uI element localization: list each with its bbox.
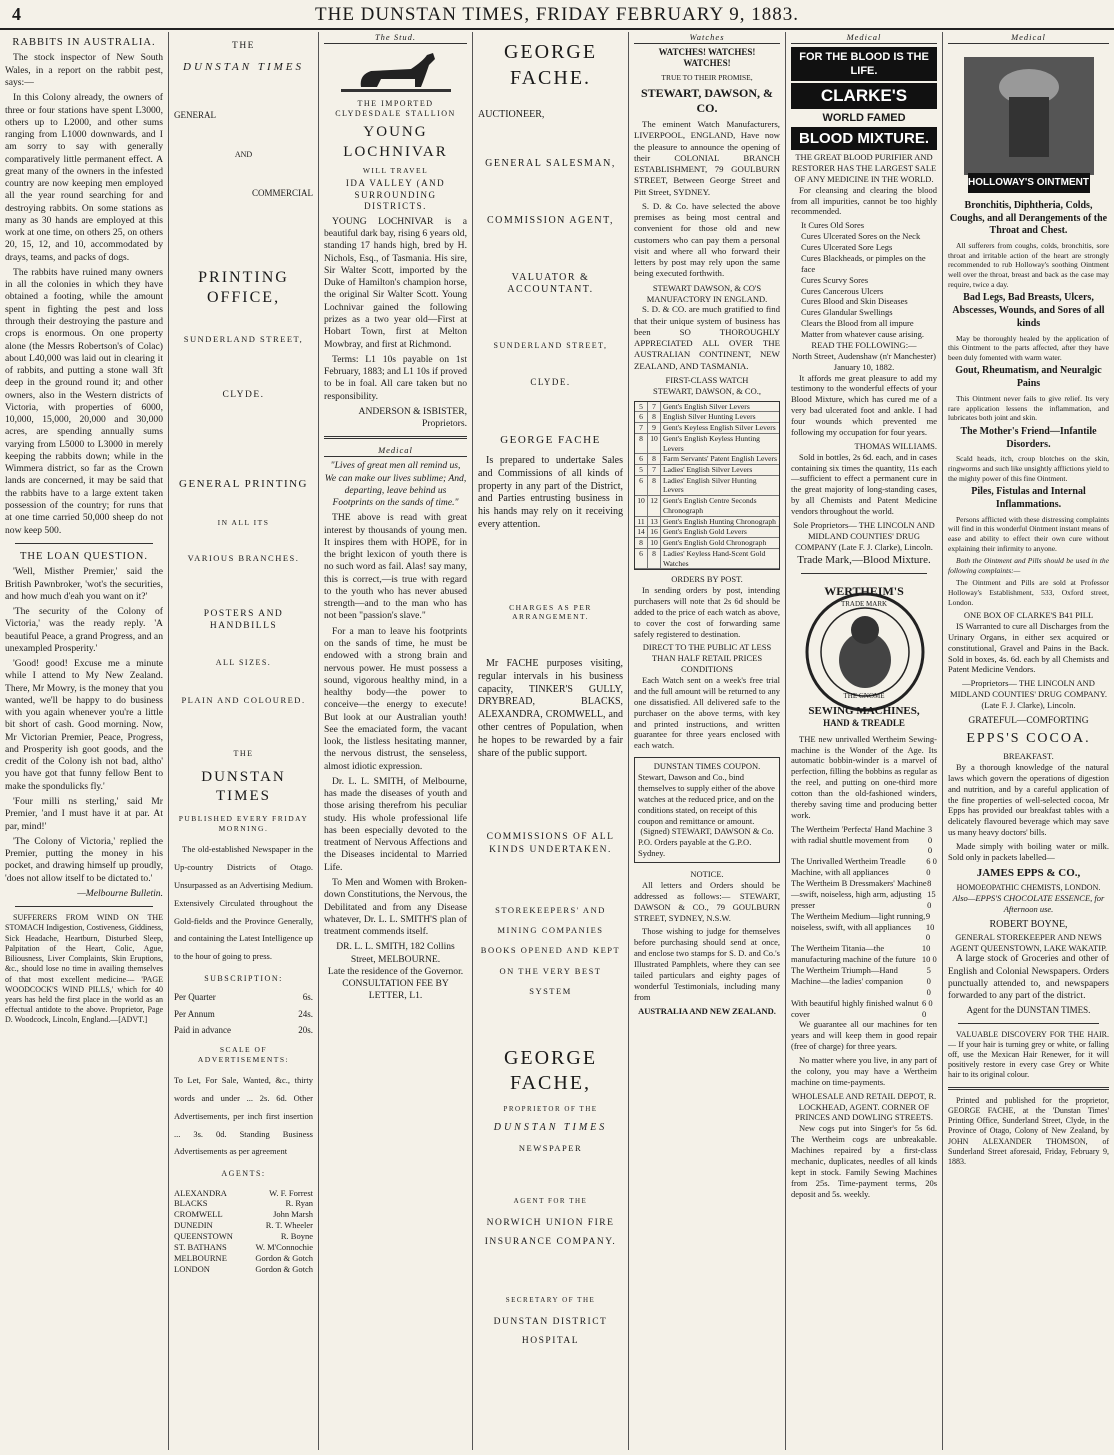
article-text: All sufferers from coughs, colds, bronchitis, sore throat and irritable action of the heart are strongly recommended to rub Holloway's soothing Ointment well over the throat, breast and back as the case may require, twice a day. — [948, 241, 1109, 289]
table-row: 5 7 Ladies' English Silver Levers — [635, 465, 779, 476]
ad-text: PROPRIETOR OF THE — [503, 1104, 598, 1113]
price-table — [634, 401, 780, 571]
column-clarke-wertheim — [785, 32, 942, 1450]
column-rabbits-loan — [0, 32, 168, 1450]
list-item: Clears the Blood from all impure Matter from whatever cause arising. — [801, 318, 924, 340]
subscription-row: Per Annum 24s. — [174, 1008, 313, 1019]
headline-rabbits: RABBITS IN AUSTRALIA. — [12, 37, 156, 48]
article-text: 'The Colony of Victoria,' replied the Premier, putting the money in his pocket, and drawing himself up proudly, 'does not allow itself to be dictated to.' — [5, 835, 163, 884]
article-text: For a man to leave his footprints on the sands of time, he must be endowed with a strong brain and nervous power. He must possess a sound, vigorous healthy mind, in a healthy body—the power to conceive—the energy to execute! But look at our Australian youth! See the emaciated form, the vacant look, the listless hesitating manner, the nervous distrust, the senseless, almost idiotic expression. — [324, 625, 467, 772]
list-item: The Wertheim Titania—the manufacturing machine of the future 10 10 0 — [791, 943, 937, 965]
ad-text: North Street, Audenshaw (n'r Manchester) January 10, 1882. — [792, 350, 936, 372]
list-item: The Wertheim 'Perfecta' Hand Machine with radial shuttle movement from 3 0 0 — [791, 823, 933, 856]
list-item: The Wertheim B Dressmakers' Machine—swift, noiseless, high arm, adjusting presser 8 15 0 — [791, 878, 936, 910]
firm-name: STEWART, DAWSON, & CO. — [640, 85, 774, 115]
ad-banner: FOR THE BLOOD IS THE LIFE. — [791, 47, 937, 81]
article-text: We guarantee all our machines for ten years and will keep them in good repair (free of charge) for three years. — [791, 1019, 937, 1052]
ad-text: FIRST-CLASS WATCH — [665, 374, 749, 385]
ad-text: SECRETARY OF THE — [505, 1296, 596, 1305]
ad-text: ORDERS BY POST. — [671, 574, 743, 585]
ad-text: WORLD FAMED — [822, 111, 906, 124]
testimonial: It affords me great pleasure to add my testimony to the wonderful effects of your Blood Mixture, which has cured me of a very bad ulcerated foot and ankle. I had four wounds which prevented me following my occupation for four years. — [791, 372, 937, 437]
section-label: Medical — [324, 445, 467, 457]
ad-text: STEWART, DAWSON, & CO., — [653, 385, 761, 396]
section-label: Medical — [791, 32, 937, 44]
headline: Piles, Fistulas and Internal Inflammations. — [971, 486, 1086, 510]
ad-text: GENERAL PRINTING — [179, 478, 308, 491]
paper-name: DUNSTAN TIMES — [183, 61, 304, 74]
ad-text: VALUATOR & ACCOUNTANT. — [507, 271, 594, 296]
logo-text: SEWING MACHINES, — [808, 704, 920, 717]
ad-text: NORWICH UNION FIRE INSURANCE COMPANY. — [484, 1218, 617, 1248]
article-text: In sending orders by post, intending purchasers will note that 2s 6d should be added to the price of each watch as above, to cover the cost of forwarding same safely registered to destination. — [634, 585, 780, 639]
ad-text: CLYDE. — [222, 390, 265, 401]
ad-text: THE — [232, 41, 255, 51]
ad-text: NOTICE. — [690, 869, 724, 880]
ad-text: POSTERS AND HANDBILLS — [203, 609, 284, 632]
headline: Bad Legs, Bad Breasts, Ulcers, Abscesses, Wounds, and Sores of all kinds — [952, 292, 1105, 329]
article-text: S. D. & Co. have selected the above premises as being most central and convenient for those old and new customers who can pay them a personal visit and where all who forward their letters by post may rely upon the same being executed forthwith. — [634, 200, 780, 279]
advertiser-name: GEORGE FACHE, — [503, 1046, 598, 1095]
ad-text: READ THE FOLLOWING:— — [811, 339, 917, 350]
list-item: Cures Blood and Skin Diseases — [801, 296, 908, 307]
table-row: 6 8 Farm Servants' Patent English Levers — [635, 454, 779, 465]
ad-text: CHARGES AS PER ARRANGEMENT. — [509, 602, 592, 622]
agent-row: DUNEDIN R. T. Wheeler — [174, 1220, 313, 1231]
ad-text: IN ALL ITS — [217, 517, 270, 527]
ad-text: WHOLESALE AND RETAIL DEPOT, R. LOCKHEAD, AGENT. CORNER OF PRINCES AND DOWLING STREETS. — [791, 1090, 937, 1123]
article-text: By a thorough knowledge of the natural laws which govern the operations of digestion and nutrition, and by a careful application of the fine properties of well-selected cocoa, Mr Epps has provided our breakfast tables with a delicately flavoured beverage which may save us many heavy doctors' bills. — [948, 761, 1109, 838]
horse-illustration — [341, 47, 451, 95]
headline: Gout, Rheumatism, and Neuralgic Pains — [955, 365, 1102, 390]
subscription-row: Paid in advance 20s. — [174, 1025, 313, 1036]
table-row: 8 10 Gent's English Gold Chronograph — [635, 538, 779, 549]
list-item: The Wertheim Medium—light running, noiseless, swift, with all appliances 9 10 0 — [791, 910, 935, 943]
ad-text: IDA VALLEY (AND SURROUNDING DISTRICTS. — [345, 178, 446, 212]
article-text: In this Colony already, the owners of three or four stations have spent L3000, others up to L2000, and other sums ranging from L1000 downwards, and I am sorry to say with generally comparatively little permanent effect. A great many of the owners in the infested country are now keeping men employed all the year round searching for and destroying rabbits. On some stations as many as 30 hands are employed at this work at one time, on others 25, on others 20, 15, 12, and 10, accommodated by drays, teams, and packs of dogs. — [5, 92, 163, 263]
list-item: It Cures Old Sores — [801, 220, 865, 231]
coupon-text: Stewart, Dawson and Co., bind themselves to supply either of the above watches at the reduced price, and on the conditions stated, on receipt of this coupon and remittance or amount. — [638, 772, 775, 826]
ad-text: Late the residence of the Governor. — [327, 965, 464, 977]
ad-text: AUSTRALIA AND NEW ZEALAND. — [638, 1005, 776, 1016]
table-row: 5 7 Gent's English Silver Levers — [635, 402, 779, 413]
list-item: Cures Glandular Swellings — [801, 307, 893, 318]
signature: ANDERSON & ISBISTER, Proprietors. — [358, 405, 467, 430]
ad-text: HOMOEOPATHIC CHEMISTS, LONDON. — [956, 882, 1101, 892]
ad-text: GENERAL — [174, 110, 216, 121]
brand-name: CLARKE'S — [791, 83, 937, 109]
article-text: 'Good! good! Excuse me a minute while I attend to My New Zealand. There, Mr Mowry, is the money that you wanted, we'll be happy to do business with you again whenever you're a little bit short of cash. Good morning. Now, Mr Victorian Premier, Peace, Progress, and Prosperity ish goot goods, and the credit of the Colony ish not bad, altho' you have got that funny fellow Bent to make the spondulicks fly.' — [5, 658, 163, 792]
article-text: Persons afflicted with these distressing complaints will find in this wonderful Ointment instant means of ease and ability to effect their own cure without explaining their infirmity to anyone. — [948, 514, 1109, 553]
column-fache — [472, 32, 628, 1450]
ad-text: The old-established Newspaper in the Up-country Districts of Otago. Unsurpassed as an Advertising Medium. Extensively Circulated throughout the Gold-fields and the Province Generally, and containing the Latest Intelligence up to the hour of going to press. — [174, 844, 313, 962]
ad-text: AGENT FOR THE — [513, 1197, 588, 1206]
headline: Bronchitis, Diphtheria, Colds, Coughs, and all Derangements of the Throat and Chest. — [949, 199, 1108, 237]
ad-text: SUNDERLAND STREET, — [493, 341, 608, 351]
address: DR. L. L. SMITH, 182 Collins Street, MELBOURNE. — [336, 941, 455, 965]
article-text: 'Well, Misther Premier,' said the British Pawnbroker, 'wot's the securities, and how much d'eah you want on it?' — [5, 566, 163, 602]
advertiser-name: GEORGE FACHE. — [503, 41, 598, 89]
headline: WATCHES! WATCHES! WATCHES! — [658, 46, 756, 69]
ad-rates: To Let, For Sale, Wanted, &c., thirty words and under ... 2s. 6d. Other Advertisements, per inch first insertion ... 3s. 0d. Standing Business Advertisements as per agreement — [174, 1075, 313, 1157]
ad-text: GRATEFUL—COMFORTING — [968, 715, 1089, 726]
article-text: Those wishing to judge for themselves before purchasing should send at once, and enclose two stamps for S. D. and Co.'s Illustrated Pamphlets, where they can see tailed particulars and eighty pages of wonderful Testimonials, including many from — [634, 926, 780, 1002]
column-holloway-epps — [942, 32, 1114, 1450]
ad-text: —Proprietors— THE LINCOLN AND MIDLAND COUNTIES' DRUG COMPANY. (Late F. J. Clarke), Lincoln. — [950, 678, 1107, 711]
ad-text: THE GREAT BLOOD PURIFIER AND RESTORER HAS THE LARGEST SALE OF ANY MEDICINE IN THE WORLD. — [791, 152, 937, 184]
logo-text: TRADE MARK — [840, 599, 888, 608]
list-item: Cures Ulcerated Sore Legs — [801, 242, 893, 253]
article-text: Scald heads, itch, croup blotches on the skin, ringworms and such like unsightly afflictions yield to the mighty power of this fine Ointment. — [948, 454, 1109, 483]
article-text: All letters and Orders should be addressed as follows:— STEWART, DAWSON & CO., 79 GOULBURN STREET, SYDNEY, N.S.W. — [634, 879, 780, 923]
ad-text: COMMISSIONS OF ALL KINDS UNDERTAKEN. — [486, 832, 615, 855]
table-row: 7 9 Gent's Keyless English Silver Levers — [635, 423, 779, 434]
article-source: —Melbourne Bulletin. — [77, 887, 163, 899]
agent-row: ALEXANDRA W. F. Forrest — [174, 1187, 313, 1198]
agents-list — [174, 1188, 313, 1275]
article-text: The Ointment and Pills are sold at Professor Holloway's Establishment, 533, Oxford street, London. — [948, 578, 1109, 607]
logo-text: HAND & TREADLE — [823, 717, 905, 728]
ad-text: NEWSPAPER — [518, 1142, 583, 1153]
divider — [958, 1023, 1099, 1024]
coupon-text: P.O. Orders payable at the G.P.O. Sydney. — [638, 837, 752, 859]
agents-heading: AGENTS: — [221, 1169, 266, 1179]
headline: The Mother's Friend—Infantile Disorders. — [960, 425, 1097, 450]
ad-text: ONE BOX OF CLARKE'S B41 PILL — [963, 610, 1094, 621]
list-item: The Wertheim Triumph—Hand Machine—the ladies' companion 5 0 0 — [791, 965, 931, 997]
article-text: VALUABLE DISCOVERY FOR THE HAIR.— If your hair is turning grey or white, or falling off, use the Mexican Hair Renewer, for it will positively restore in every case Grey or White hair to its original colour. — [948, 1029, 1109, 1080]
subscription-row: Per Quarter 6s. — [174, 992, 313, 1003]
product-name: EPPS'S COCOA. — [966, 731, 1091, 747]
divider — [801, 573, 927, 574]
article-text: Is prepared to undertake Sales and Commissions of all kinds of property in any part of the District, and Parties entrusting business in his hands may rely on it receiving every attention. — [478, 455, 623, 530]
ad-text: AND — [234, 149, 253, 159]
ad-text: THE — [233, 749, 254, 759]
ad-text: COMMISSION AGENT, — [487, 214, 614, 226]
ad-text: PUBLISHED EVERY FRIDAY MORNING. — [178, 814, 309, 833]
agent-row: CROMWELL John Marsh — [174, 1209, 313, 1220]
ad-text: CLYDE. — [530, 377, 571, 388]
agent-row: QUEENSTOWN R. Boyne — [174, 1231, 313, 1242]
article-text: The stock inspector of New South Wales, in a report on the rabbit pest, says:— — [5, 52, 163, 88]
advertisement: SUFFERERS FROM WIND ON THE STOMACH Indigestion, Costiveness, Giddiness, Sick Headache, Heartburn, Disturbed Sleep, Palpitation of the Heart, Colic, Ague, Biliousness, Liver Complaints, Skin Eruptions, &c., should lose no time in availing themselves of that most excellent medicine— 'PAGE WOODCOCK'S WIND PILLS,' which for 40 years has held the first place in the world as an effectual antidote to the above. Proprietor, Page D. Woodcock, Lincoln, England.—[ADVT.] — [5, 913, 163, 1025]
section-label: The Stud. — [324, 32, 467, 44]
cures-list — [791, 220, 937, 340]
machine-price-list — [791, 824, 937, 1020]
agent-row: ST. BATHANS W. M'Connochie — [174, 1241, 313, 1252]
advertiser-name: GEORGE FACHE — [500, 433, 601, 446]
section-label: Medical — [948, 32, 1109, 44]
ad-text: TRUE TO THEIR PROMISE, — [661, 72, 753, 82]
logo-text: HOLLOWAY'S OINTMENT — [968, 176, 1089, 188]
ad-text: DUNSTAN DISTRICT HOSPITAL — [493, 1317, 608, 1347]
list-item: Cures Ulcerated Sores on the Neck — [801, 231, 921, 242]
agent-row: LONDON Gordon & Gotch — [174, 1263, 313, 1274]
firm-name: JAMES EPPS & CO., — [976, 866, 1081, 879]
section-label: Watches — [634, 32, 780, 44]
paper-name: DUNSTAN TIMES — [493, 1121, 608, 1133]
ad-text: WILL TRAVEL — [362, 165, 429, 175]
article-text: The eminent Watch Manufacturers, LIVERPOOL, ENGLAND, Have now the pleasure to announce the opening of their COLONIAL BRANCH ESTABLISHMENT, 79 GOULBURN STREET, Between George Street and Pitt Street, SYDNEY. — [634, 119, 780, 197]
article-text: For cleansing and clearing the blood from all impurities, cannot be too highly recommended. — [791, 184, 937, 217]
divider — [948, 1087, 1109, 1090]
holloway-logo — [948, 47, 1109, 197]
column-watches — [628, 32, 785, 1450]
ad-text: BREAKFAST. — [1003, 751, 1054, 762]
newspaper-title: THE DUNSTAN TIMES, FRIDAY FEBRUARY 9, 1883. — [315, 4, 799, 25]
ad-text: DIRECT TO THE PUBLIC AT LESS THAN HALF RETAIL PRICES — [642, 642, 772, 664]
agent-row: BLACKS R. Ryan — [174, 1198, 313, 1209]
ad-text: PLAIN AND COLOURED. — [181, 694, 306, 705]
ad-text: SUNDERLAND STREET, — [183, 334, 304, 345]
article-text: IS Warranted to cure all Discharges from the Urinary Organs, in either sex acquired or constitutional, Gravel and Pains in the Back. Sold in boxes, 4s. 6d. each by all Chemists and Patent Medicine Vendors. — [948, 620, 1109, 675]
signature: THOMAS WILLIAMS. — [854, 440, 937, 451]
article-text: YOUNG LOCHNIVAR is a beautiful dark bay, rising 6 years old, standing 17 hands high, bred by H. Nichols, Esq., of Tasmania. His sire, Sir Walter Scott, imported by the Duke of Hamilton's champion horse, the original Sir Walter Scott. Young Lochnivar gained the following prizes as a two year old—First at Hobart Town, first at Melton Mowbray, and first at Richmond. — [324, 215, 467, 350]
article-text: 'Four milli ns sterling,' said Mr Premier, 'and I must have it at par. At par, mind!' — [5, 796, 163, 832]
article-text: Terms: L1 10s payable on 1st February, 1883; and L1 10s if proved to be in foal. All care taken but no responsibility. — [324, 353, 467, 402]
divider — [324, 436, 467, 439]
masthead — [0, 0, 1114, 30]
coupon-signature: (Signed) STEWART, DAWSON & Co. — [640, 826, 774, 837]
ad-text: GENERAL STOREKEEPER AND NEWS AGENT QUEENSTOWN, LAKE WAKATIP. — [949, 931, 1107, 953]
ad-text: Sole Proprietors— THE LINCOLN AND MIDLAND COUNTIES' DRUG COMPANY (Late F. J. Clarke), Lincoln. — [793, 519, 935, 552]
list-item: Cures Cancerous Ulcers — [801, 285, 884, 296]
list-item: Cures Scurvy Sores — [801, 274, 869, 285]
table-row: 11 13 Gent's English Hunting Chronograph — [635, 517, 779, 528]
subscription-heading: SUBSCRIPTION: — [204, 974, 283, 984]
list-item: The Unrivalled Wertheim Treadle Machine, with all appliances 6 0 0 — [791, 856, 937, 878]
product-name: BLOOD MIXTURE. — [791, 127, 937, 150]
column-stud-medical — [318, 32, 472, 1450]
table-row: 6 8 Ladies' English Silver Hunting Levers — [635, 476, 779, 496]
ad-text: STOREKEEPERS' AND MINING COMPANIES BOOKS OPENED AND KEPT ON THE VERY BEST SYSTEM — [480, 904, 621, 997]
imprint: Printed and published for the proprietor, GEORGE FACHE, at the 'Dunstan Times' Printing Office, Sunderland Street, Clyde, in the Province of Otago, Colony of New Zealand, by JOHN ALEXANDER THOMSON, of Sunderland Street aforesaid, Friday, February 9, 1883. — [948, 1095, 1109, 1167]
wertheim-logo — [791, 580, 937, 730]
horse-name: YOUNG LOCHNIVAR — [343, 124, 448, 160]
scale-heading: SCALE OF ADVERTISEMENTS: — [197, 1044, 290, 1064]
logo-text: WERTHEIM'S — [824, 583, 904, 598]
article-text: A large stock of Groceries and other of English and Colonial Newspapers. Orders punctually attended to, and newspapers forwarded to any part of the district. — [948, 954, 1109, 1001]
ad-text: CONDITIONS — [681, 664, 733, 675]
article-text: May be thoroughly healed by the application of this Ointment to the parts affected, after they have been duly fomented with warm water. — [948, 333, 1109, 362]
headline-loan: THE LOAN QUESTION. — [20, 550, 148, 562]
page-number: 4 — [12, 4, 21, 24]
table-row: 6 8 English Silver Hunting Levers — [635, 412, 779, 423]
table-row: 14 16 Gent's English Gold Levers — [635, 527, 779, 538]
article-text: Sold in bottles, 2s 6d. each, and in cases containing six times the quantity, 11s each—sufficient to effect a permanent cure in the great majority of long-standing cases, by all Chemists and Patent Medicine vendors throughout the world. — [791, 451, 937, 517]
ad-text: COMMERCIAL — [251, 187, 313, 198]
poem: "Lives of great men all remind us, We can make our lives sublime; And, departing, leave behind us Footprints on the sands of time." — [324, 460, 467, 509]
article-text: To Men and Women with Broken-down Constitutions, the Nervous, the Debilitated and from any Disease whatever, Dr. L. L. SMITH'S plan of treatment commends itself. — [324, 877, 467, 938]
ad-text: VARIOUS BRANCHES. — [187, 553, 300, 564]
article-text: S. D. & CO. are much gratified to find that their unique system of business has been SO THOROUGHLY APPRECIATED ALL OVER THE AUSTRALIAN CONTINENT, NEW ZEALAND, AND TASMANIA. — [634, 304, 780, 371]
article-text: Both the Ointment and Pills should be used in the following complaints:— — [948, 556, 1109, 575]
article-text: This Ointment never fails to give relief. Its very rare application lessens the inflammation, and lubricates both joint and skin. — [948, 394, 1109, 423]
stud-heading: THE IMPORTED CLYDESDALE STALLION — [335, 98, 456, 119]
article-text: Dr. L. L. SMITH, of Melbourne, has made the diseases of youth and those arising therefrom his peculiar study. His whole professional life has been especially devoted to the treatment of Nervous Affections and the Diseases incidental to Married Life. — [324, 775, 467, 873]
ad-text: Also—EPPS'S CHOCOLATE ESSENCE, for Afternoon use. — [952, 893, 1105, 914]
table-row: 6 8 Ladies' Keyless Hand-Scent Gold Watches — [635, 549, 779, 569]
table-row: 10 12 Gent's English Centre Seconds Chronograph — [635, 496, 779, 516]
article-text: THE above is read with great interest by thousands of young men. It inspires them with HOPE, for in the bright lexicon of youth there is no such word as fail. Alas! say many, this is correct,—is true with regard to the youth who has never abused strength—and to the man who has not been "passion's slave." — [324, 512, 467, 622]
coupon-box — [634, 757, 780, 863]
printing-office-title: PRINTING OFFICE, — [198, 268, 289, 306]
article-text: THE new unrivalled Wertheim Sewing-machine is the Wonder of the Age. Its automatic bobbin-winder is a marvel of perfection, filling the bobbins as regular as the reel, and putting on one-third more cotton than the old-fashioned winders, thereby saving time and producing better work. — [791, 733, 937, 820]
ad-text: ALL SIZES. — [215, 658, 272, 668]
advertiser-name: ROBERT BOYNE, — [989, 918, 1068, 930]
list-item: Cures Blackheads, or pimples on the face — [801, 252, 926, 274]
article-text: No matter where you live, in any part of the colony, you may have a Wertheim machine on time-payments. — [791, 1055, 937, 1087]
article-text: 'The security of the Colony of Victoria,' was the ready reply. 'A beautiful Peace, a grand Progress, and an unexampled Prosperity.' — [5, 606, 163, 654]
article-text: New cogs put into Singer's for 5s 6d. The Wertheim cogs are unbreakable. Machines repaired by a first-class mechanic, duplicates, needles of all kinds kept in stock. Family Sewing Machines from 25s. Time-payment terms, 20s deposit and 5s. weekly. — [791, 1123, 937, 1199]
divider — [15, 906, 153, 907]
logo-text: THE GNOME — [843, 691, 885, 700]
list-item: With beautiful highly finished walnut cover 6 0 0 — [791, 997, 933, 1019]
coupon-title: DUNSTAN TIMES COUPON. — [653, 761, 761, 772]
trade-mark: Trade Mark,—Blood Mixture. — [797, 553, 931, 566]
article-text: Made simply with boiling water or milk. Sold only in packets labelled— — [948, 841, 1109, 862]
column-printing-office — [168, 32, 318, 1450]
table-row: 8 10 Gent's English Keyless Hunting Levers — [635, 434, 779, 454]
article-text: Mr FACHE purposes visiting, regular intervals in his business capacity, TINKER'S GULLY, DRYBREAD, BLACKS, ALEXANDRA, CROMWELL, and other centres of Population, when he hopes to be rewarded by a fair share of the public support. — [478, 657, 623, 759]
ad-text: GENERAL SALESMAN, — [485, 157, 616, 169]
ad-text: AUCTIONEER, — [478, 109, 545, 121]
paper-name: DUNSTAN TIMES — [201, 768, 286, 804]
ad-text: STEWART DAWSON, & CO'S MANUFACTORY IN ENGLAND. — [646, 282, 768, 304]
divider — [15, 543, 153, 544]
ad-text: Agent for the DUNSTAN TIMES. — [966, 1005, 1091, 1016]
article-text: The rabbits have ruined many owners in all the colonies in which they have obtained a footing, while the amount spent in fighting the pest and loss through their destroying the pasture and crops is enormous. On one property alone (the Messrs Robertson's of Colac) about L40,000 was laid out in clearing it of rabbits, and putting a stone wall 3ft deep in the ground round it; and other owners, also in the Western districts of Victoria, with properties of 6000, 10,000, 15,000, 20,000 and 30,000 acres, are spending annually sums varying from L5000 to L3000 in merely keeping the rabbits down; while in the Wimmera district, so far as the Crown lands are concerned, it may be said that the rabbits have to a large extent taken possession of the country; for runs that at one time carried 50,000 sheep do not now keep 500. — [5, 266, 163, 536]
article-text: Each Watch sent on a week's free trial and the full amount will be returned to any one dissatisfied. All delivered safe to the purchaser on the above terms, with key and printed instructions, and written guarantee for three years enclosed with each watch. — [634, 675, 780, 751]
agent-row: MELBOURNE Gordon & Gotch — [174, 1252, 313, 1263]
ad-text: CONSULTATION FEE BY LETTER, L1. — [342, 978, 449, 1002]
